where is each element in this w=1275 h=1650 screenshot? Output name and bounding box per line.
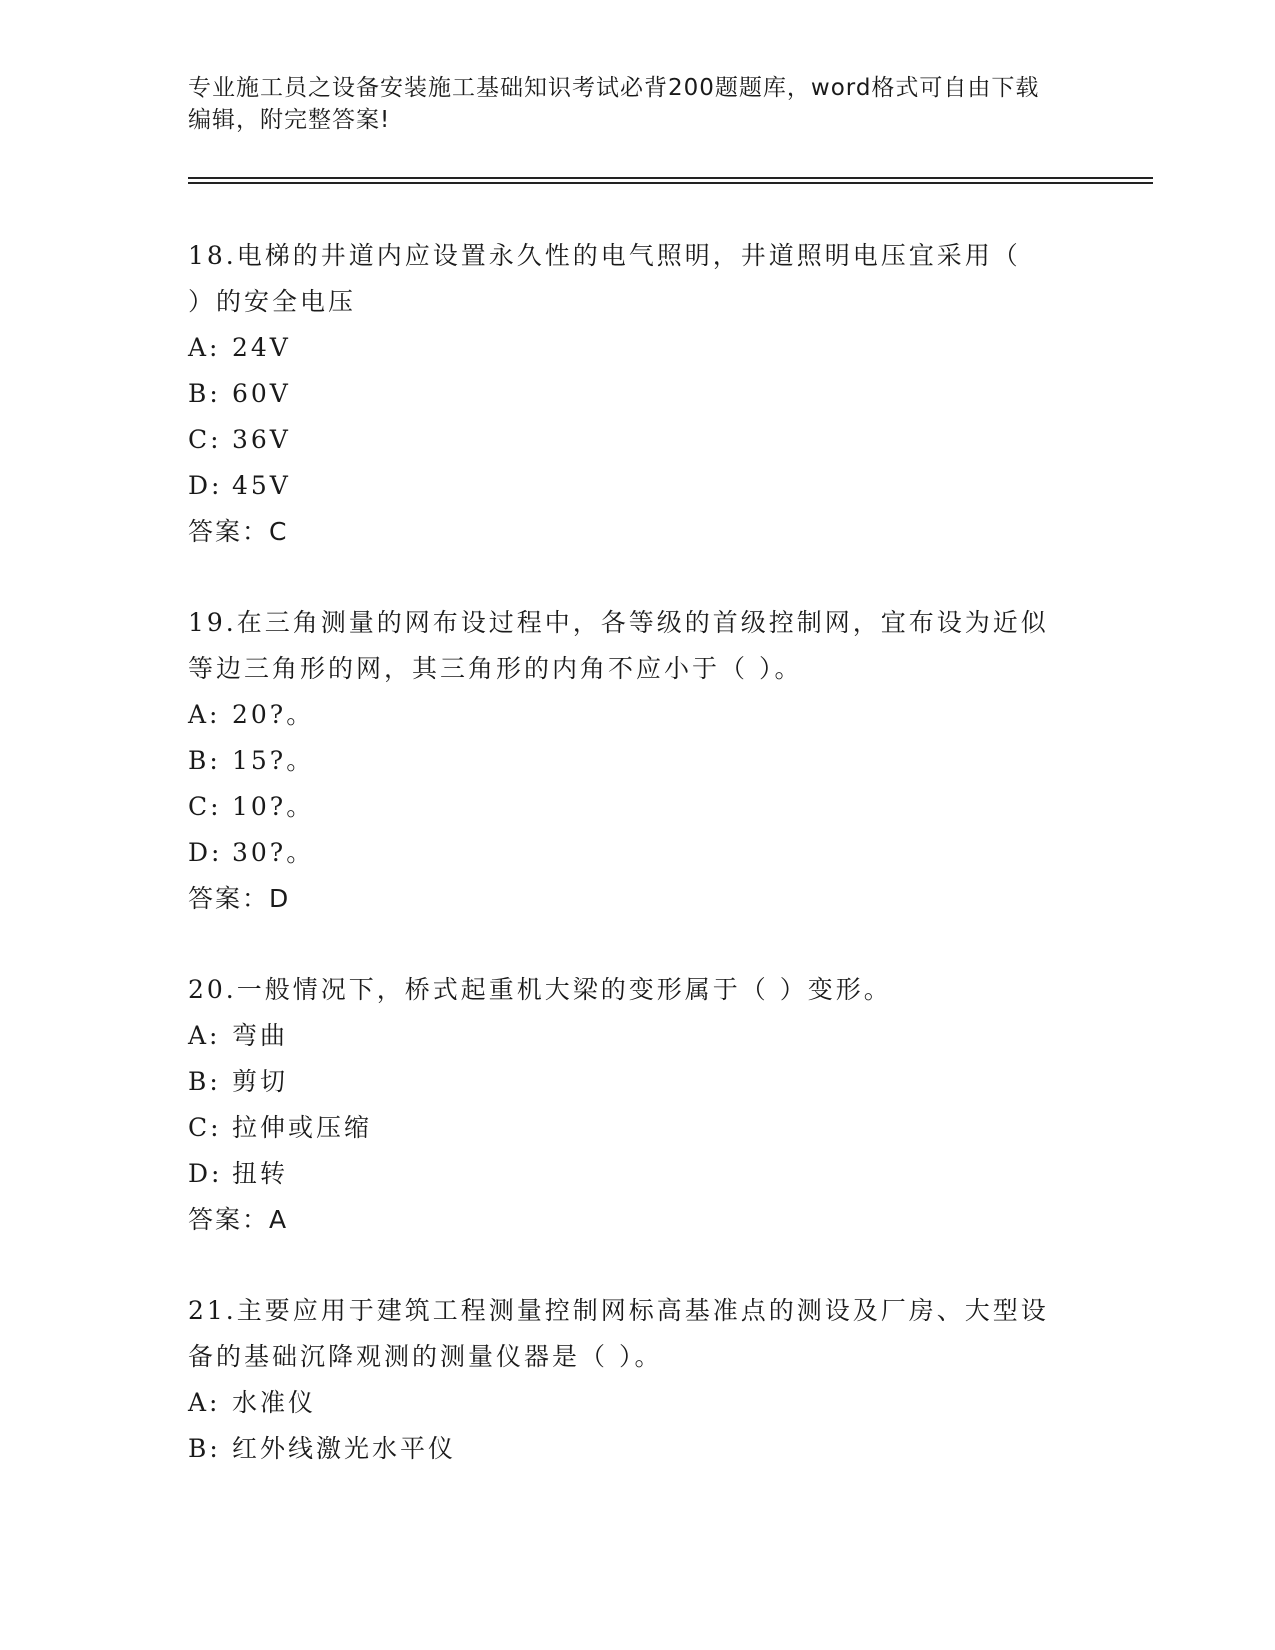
option-text: 弯曲 xyxy=(232,1021,289,1050)
option-b xyxy=(188,1426,1088,1472)
option-key: A: xyxy=(188,1021,221,1050)
option-text: 拉伸或压缩 xyxy=(232,1113,373,1142)
question-stem-line: ）的安全电压 xyxy=(188,287,357,316)
answer-line: 答案：D xyxy=(188,884,291,913)
option-text: 24V xyxy=(232,333,291,362)
option-key: C: xyxy=(188,425,222,454)
option-b xyxy=(188,1059,1088,1105)
option-text: 45V xyxy=(232,471,291,500)
option-key: C: xyxy=(188,792,222,821)
question-stem-line: 备的基础沉降观测的测量仪器是（ ）。 xyxy=(188,1342,663,1371)
question-list xyxy=(188,233,1088,1517)
option-text: 15?。 xyxy=(232,746,315,775)
question-21 xyxy=(188,1288,1088,1472)
question-stem-line: 18.电梯的井道内应设置永久性的电气照明，井道照明电压宜采用（ xyxy=(188,241,1021,270)
answer-line: 答案：C xyxy=(188,517,289,546)
option-text: 36V xyxy=(232,425,291,454)
question-20 xyxy=(188,967,1088,1243)
option-key: B: xyxy=(188,1067,221,1096)
option-a xyxy=(188,692,1088,738)
question-18 xyxy=(188,233,1088,555)
question-stem-line: 20.一般情况下，桥式起重机大梁的变形属于（ ）变形。 xyxy=(188,975,892,1004)
answer-line: 答案：A xyxy=(188,1205,289,1234)
option-key: B: xyxy=(188,1434,221,1463)
question-stem-line: 等边三角形的网，其三角形的内角不应小于（ ）。 xyxy=(188,654,803,683)
document-header xyxy=(188,72,1078,136)
option-key: B: xyxy=(188,379,221,408)
option-key: A: xyxy=(188,333,221,362)
option-text: 20?。 xyxy=(232,700,315,729)
option-b xyxy=(188,738,1088,784)
option-key: D: xyxy=(188,838,223,867)
option-d xyxy=(188,830,1088,876)
option-text: 60V xyxy=(232,379,291,408)
option-b xyxy=(188,371,1088,417)
option-key: A: xyxy=(188,1388,221,1417)
option-d xyxy=(188,1151,1088,1197)
option-text: 10?。 xyxy=(232,792,315,821)
option-key: B: xyxy=(188,746,221,775)
option-text: 剪切 xyxy=(232,1067,289,1096)
option-a xyxy=(188,1380,1088,1426)
option-key: A: xyxy=(188,700,221,729)
question-stem-line: 19.在三角测量的网布设过程中，各等级的首级控制网，宜布设为近似 xyxy=(188,608,1049,637)
option-key: C: xyxy=(188,1113,222,1142)
option-key: D: xyxy=(188,1159,223,1188)
option-text: 30?。 xyxy=(232,838,315,867)
question-19 xyxy=(188,600,1088,922)
option-a xyxy=(188,1013,1088,1059)
option-text: 红外线激光水平仪 xyxy=(232,1434,457,1463)
question-stem-line: 21.主要应用于建筑工程测量控制网标高基准点的测设及厂房、大型设 xyxy=(188,1296,1049,1325)
header-line-1: 专业施工员之设备安装施工基础知识考试必背200题题库，word格式可自由下载 xyxy=(188,75,1040,101)
header-divider-top xyxy=(188,177,1153,179)
option-text: 水准仪 xyxy=(232,1388,317,1417)
option-key: D: xyxy=(188,471,223,500)
option-d xyxy=(188,463,1088,509)
option-c xyxy=(188,417,1088,463)
option-a xyxy=(188,325,1088,371)
option-c xyxy=(188,784,1088,830)
option-c xyxy=(188,1105,1088,1151)
header-line-2: 编辑，附完整答案! xyxy=(188,107,391,133)
option-text: 扭转 xyxy=(232,1159,289,1188)
header-divider-bottom xyxy=(188,182,1153,184)
